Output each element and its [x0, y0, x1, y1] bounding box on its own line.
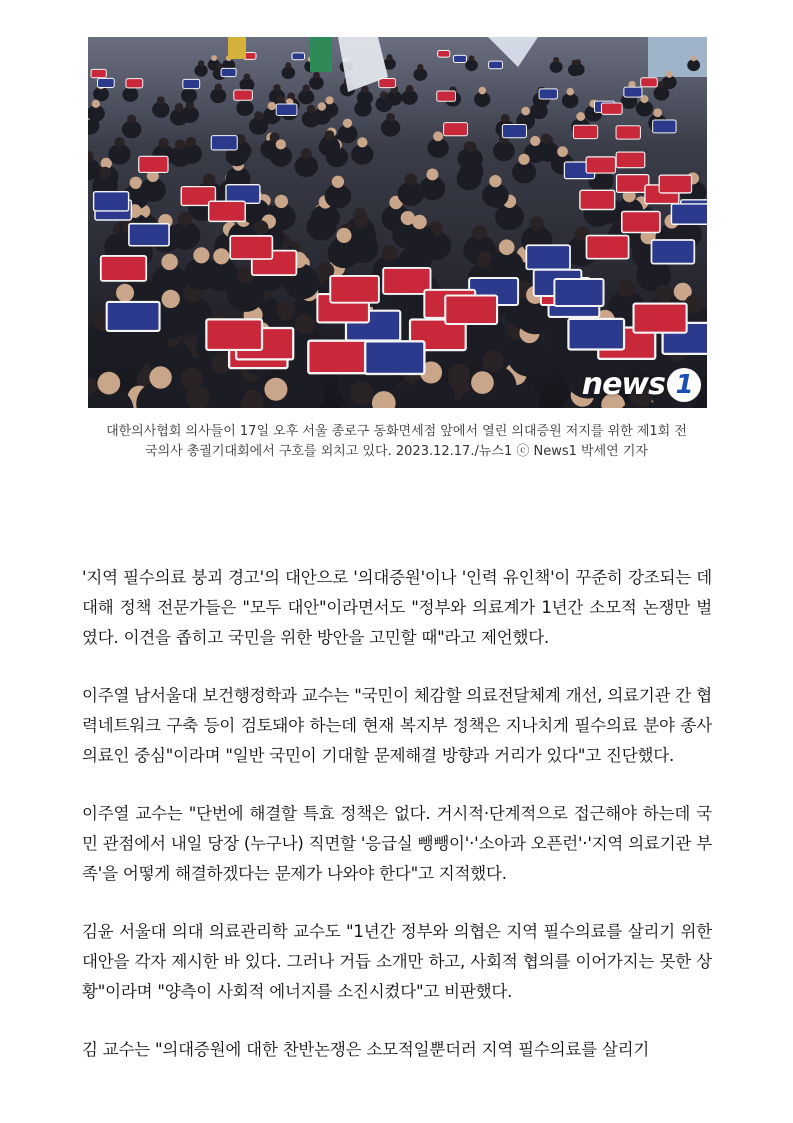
watermark-number: 1	[667, 368, 701, 402]
article-paragraph: 이주열 교수는 "단번에 해결할 특효 정책은 없다. 거시적·단계적으로 접근해야 하는데 국민 관점에서 내일 당장 (누구나) 직면할 '응급실 뺑뺑이'·'소아과 오픈런'·'지역 의료기관 부족'을 어떻게 해결하겠다는 문제가 나와야 한다"고 지적했다.	[82, 804, 712, 883]
article-paragraph: '지역 필수의료 붕괴 경고'의 대안으로 '의대증원'이나 '인력 유인책'이 꾸준히 강조되는 데 대해 정책 전문가들은 "모두 대안"이라면서도 "정부와 의료계가 1년간 소모적 논쟁만 벌였다. 이견을 좁히고 국민을 위한 방안을 고민할 때"라고 제언했다.	[82, 568, 712, 647]
article-paragraph: 이주열 남서울대 보건행정학과 교수는 "국민이 체감할 의료전달체계 개선, 의료기관 간 협력네트워크 구축 등이 검토돼야 하는데 현재 복지부 정책은 지나치게 필수의료 분야 종사 의료인 중심"이라며 "일반 국민이 기대할 문제해결 방향과 거리가 있다"고 진단했다.	[82, 686, 712, 765]
photo-caption: 대한의사협회 의사들이 17일 오후 서울 종로구 동화면세점 앞에서 열린 의대증원 저지를 위한 제1회 전국의사 총궐기대회에서 구호를 외치고 있다. 2023.12.17./뉴스1 ⓒ News1 박세연 기자	[106, 424, 687, 459]
article-body	[82, 563, 712, 1093]
news1-watermark-logo	[582, 367, 701, 402]
watermark-text: news	[581, 367, 665, 402]
protest-crowd-image	[88, 37, 707, 408]
article-paragraph: 김윤 서울대 의대 의료관리학 교수도 "1년간 정부와 의협은 지역 필수의료를 살리기 위한 대안을 각자 제시한 바 있다. 그러나 거듭 소개만 하고, 사회적 협의를 이어가지는 못한 상황"이라며 "양측이 사회적 에너지를 소진시켰다"고 비판했다.	[82, 922, 712, 1001]
news-photo	[88, 37, 707, 408]
article-paragraph: 김 교수는 "의대증원에 대한 찬반논쟁은 소모적일뿐더러 지역 필수의료를 살리기	[82, 1040, 650, 1059]
